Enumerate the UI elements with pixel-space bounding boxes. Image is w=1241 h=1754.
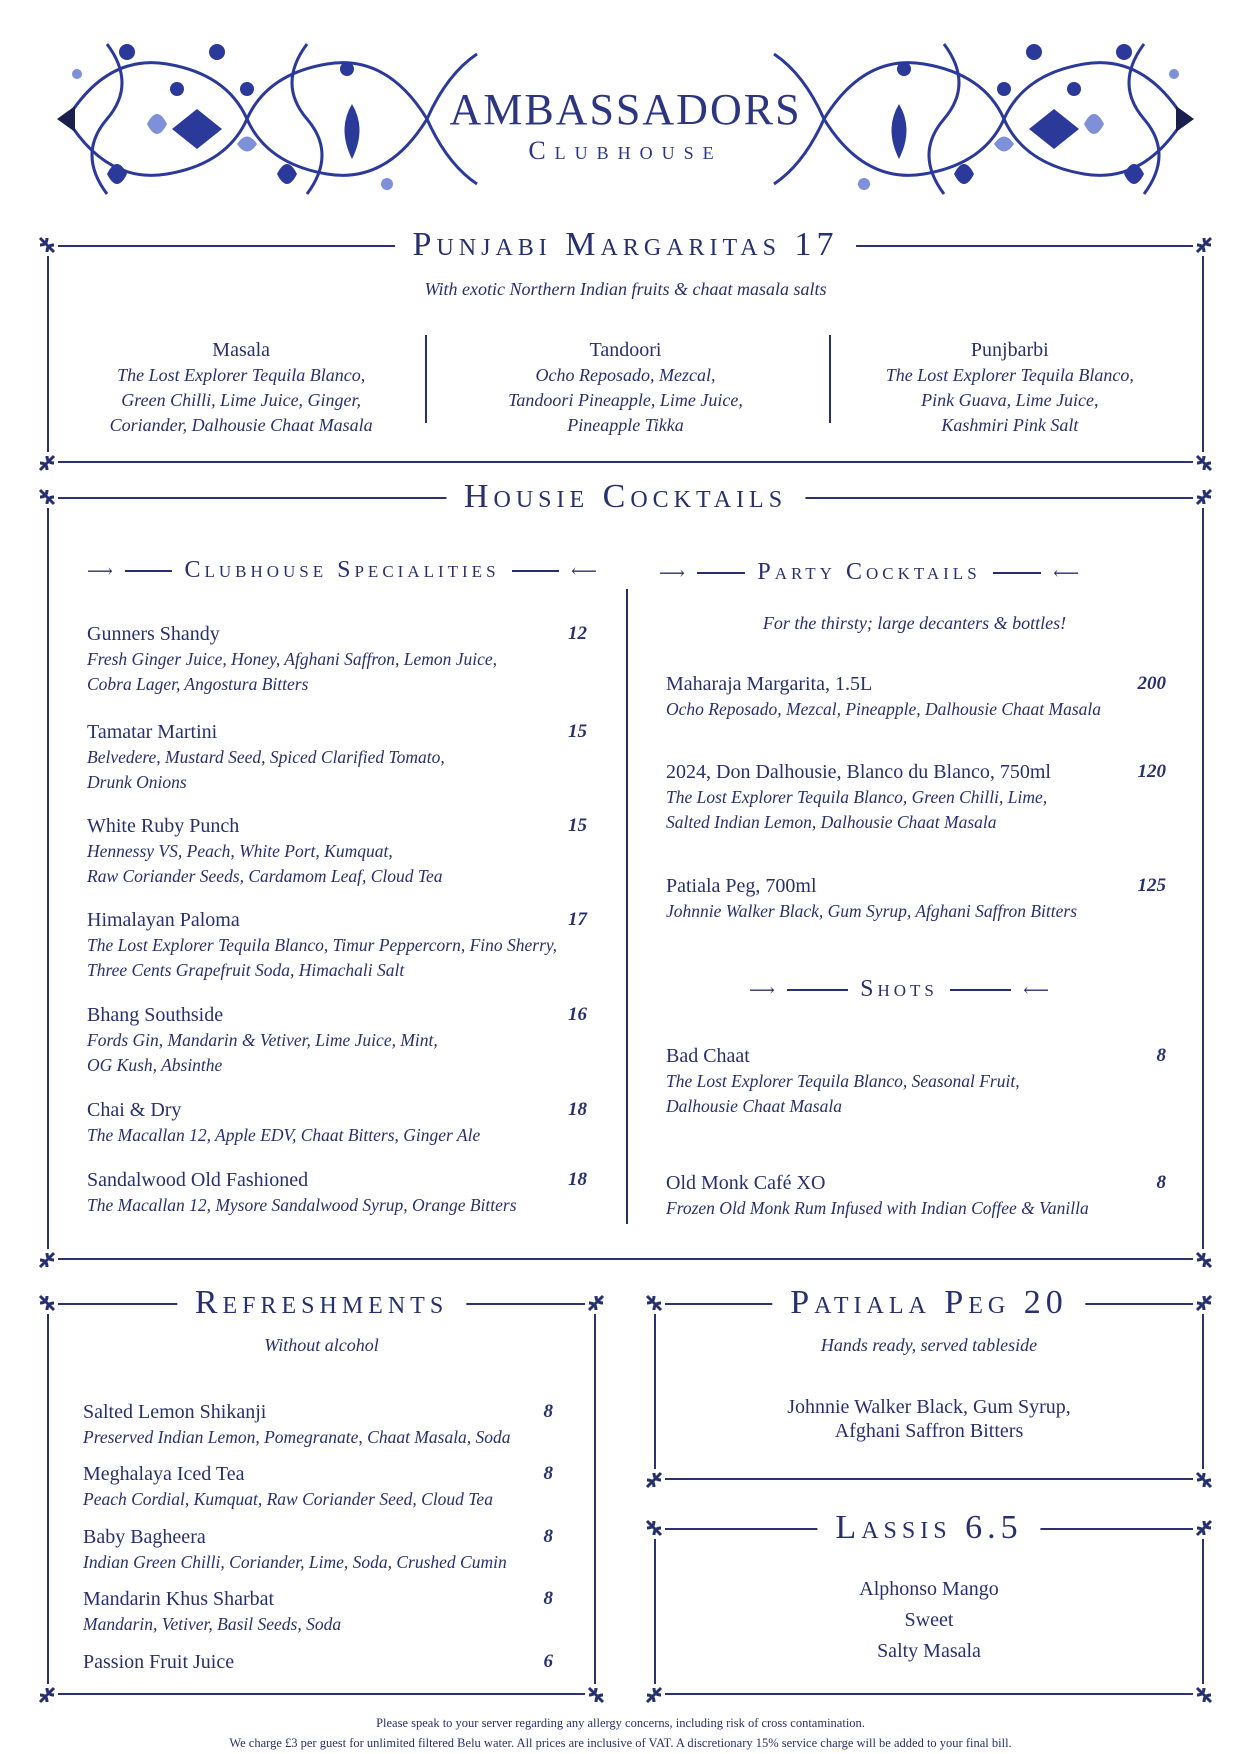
lassi-item: Salty Masala (877, 1640, 981, 1662)
subsection-heading (87, 557, 597, 584)
menu-item (87, 621, 587, 697)
item-desc: The Lost Explorer Tequila Blanco, Timur Peppercorn, Fino Sherry, (87, 935, 558, 955)
arrow-flourish-icon: ⟶ (749, 979, 775, 1000)
section-title: Refreshments (177, 1283, 466, 1323)
menu-item (83, 1399, 553, 1450)
subsection-heading (749, 976, 1049, 1003)
item-price: 8 (543, 1526, 553, 1547)
item-price: 6 (543, 1651, 553, 1672)
fleur-corner-icon (585, 1292, 607, 1314)
item-price: 15 (568, 721, 587, 742)
fleur-corner-icon (1193, 1684, 1215, 1706)
item-name: Bhang Southside (87, 1004, 224, 1026)
footer-notes (0, 1713, 1241, 1753)
arrow-flourish-icon: ⟵ (1023, 979, 1049, 1000)
arrow-flourish-icon: ⟶ (87, 560, 113, 581)
item-desc: The Lost Explorer Tequila Blanco, Seasonal Fruit, (666, 1071, 1020, 1091)
item-name: Chai & Dry (87, 1099, 182, 1121)
item-name: Mandarin Khus Sharbat (83, 1588, 275, 1610)
fleur-corner-icon (36, 1684, 58, 1706)
item-name: Masala (212, 339, 271, 361)
item-desc: Cobra Lager, Angostura Bitters (87, 674, 309, 694)
fleur-corner-icon (1193, 452, 1215, 474)
item-desc: The Lost Explorer Tequila Blanco, (885, 365, 1134, 385)
floral-ornament-right-icon (764, 34, 1204, 204)
menu-item (666, 1170, 1166, 1221)
fleur-corner-icon (643, 1517, 665, 1539)
subsection-heading (659, 559, 1079, 586)
divider (950, 989, 1011, 991)
menu-item (87, 907, 587, 983)
housie-cocktails-section (47, 478, 1204, 1260)
divider (787, 989, 848, 991)
menu-item (666, 873, 1166, 924)
menu-item (87, 719, 587, 795)
menu-item (666, 671, 1166, 722)
item-price: 12 (568, 623, 587, 644)
divider (512, 570, 560, 572)
section-subtitle: Hands ready, served tableside (820, 1335, 1038, 1355)
item-price: 15 (568, 815, 587, 836)
fleur-corner-icon (36, 234, 58, 256)
patiala-peg-section (654, 1284, 1204, 1480)
menu-item (83, 1586, 553, 1637)
item-price: 16 (568, 1004, 587, 1025)
item-name: Salted Lemon Shikanji (83, 1401, 267, 1423)
fleur-corner-icon (36, 1292, 58, 1314)
item-price: 18 (568, 1099, 587, 1120)
item-price: 8 (543, 1463, 553, 1484)
item-desc: Three Cents Grapefruit Soda, Himachali Salt (87, 960, 405, 980)
lassi-list (656, 1574, 1202, 1667)
menu-item (87, 1167, 587, 1218)
margarita-item (818, 337, 1202, 438)
divider (993, 572, 1042, 574)
item-price: 120 (1137, 761, 1166, 782)
item-desc: Ocho Reposado, Mezcal, Pineapple, Dalhousie Chaat Masala (666, 699, 1102, 719)
item-name: Meghalaya Iced Tea (83, 1463, 245, 1485)
item-desc: Green Chilli, Lime Juice, Ginger, (121, 390, 362, 410)
item-desc: Raw Coriander Seeds, Cardamom Leaf, Cloud Tea (87, 866, 443, 886)
allergy-note: Please speak to your server regarding any allergy concerns, including risk of cross contamination. (376, 1716, 865, 1730)
item-desc: The Macallan 12, Mysore Sandalwood Syrup, Orange Bitters (87, 1195, 517, 1215)
menu-item (666, 759, 1166, 835)
menu-item (87, 1002, 587, 1078)
fleur-corner-icon (36, 486, 58, 508)
item-name: Himalayan Paloma (87, 909, 240, 931)
section-title: Housie Cocktails (446, 477, 805, 517)
item-desc: Ocho Reposado, Mezcal, (535, 365, 716, 385)
item-desc: Salted Indian Lemon, Dalhousie Chaat Masala (666, 812, 997, 832)
fleur-corner-icon (1193, 486, 1215, 508)
refreshments-section (47, 1284, 596, 1695)
subsection-title: Shots (860, 976, 938, 1002)
item-price: 8 (1156, 1172, 1166, 1193)
item-desc: Preserved Indian Lemon, Pomegranate, Chaat Masala, Soda (83, 1427, 511, 1447)
menu-header (47, 34, 1204, 204)
item-name: Punjbarbi (970, 339, 1049, 361)
fleur-corner-icon (1193, 1292, 1215, 1314)
column-divider (425, 335, 427, 423)
item-desc: Peach Cordial, Kumquat, Raw Coriander Seed, Cloud Tea (83, 1489, 493, 1509)
item-desc: Pink Guava, Lime Juice, (921, 390, 1099, 410)
margarita-item (49, 337, 433, 438)
section-subtitle: Without alcohol (264, 1335, 379, 1355)
menu-item (87, 1097, 587, 1148)
item-desc: Fords Gin, Mandarin & Vetiver, Lime Juice, Mint, (87, 1030, 438, 1050)
item-name: Patiala Peg, 700ml (666, 875, 817, 897)
menu-item (83, 1461, 553, 1512)
desc-line: Johnnie Walker Black, Gum Syrup, (787, 1396, 1071, 1418)
menu-item (87, 813, 587, 889)
item-name: Baby Bagheera (83, 1526, 206, 1548)
fleur-corner-icon (643, 1292, 665, 1314)
lassi-item: Alphonso Mango (859, 1578, 999, 1600)
item-desc: Hennessy VS, Peach, White Port, Kumquat, (87, 841, 393, 861)
item-name: 2024, Don Dalhousie, Blanco du Blanco, 750ml (666, 761, 1051, 783)
margarita-list (49, 337, 1202, 438)
item-price: 8 (543, 1401, 553, 1422)
desc-line: Afghani Saffron Bitters (834, 1420, 1024, 1442)
item-desc: Pineapple Tikka (567, 415, 684, 435)
item-price: 17 (568, 909, 587, 930)
arrow-flourish-icon: ⟶ (659, 562, 685, 583)
item-desc: Belvedere, Mustard Seed, Spiced Clarified Tomato, (87, 747, 445, 767)
item-price: 200 (1137, 673, 1166, 694)
subsection-title: Party Cocktails (757, 559, 981, 585)
item-name: Sandalwood Old Fashioned (87, 1169, 309, 1191)
item-desc: Tandoori Pineapple, Lime Juice, (508, 390, 743, 410)
item-name: Gunners Shandy (87, 623, 220, 645)
menu-item (83, 1649, 553, 1675)
item-name: Bad Chaat (666, 1045, 750, 1067)
fleur-corner-icon (643, 1469, 665, 1491)
menu-item (83, 1524, 553, 1575)
column-divider (626, 589, 628, 1224)
item-desc: Dalhousie Chaat Masala (666, 1096, 842, 1116)
fleur-corner-icon (1193, 234, 1215, 256)
item-desc: Mandarin, Vetiver, Basil Seeds, Soda (83, 1614, 342, 1634)
item-desc: Indian Green Chilli, Coriander, Lime, Soda, Crushed Cumin (83, 1552, 507, 1572)
item-desc: The Lost Explorer Tequila Blanco, (117, 365, 366, 385)
lassi-item: Sweet (904, 1609, 954, 1631)
item-price: 8 (543, 1588, 553, 1609)
arrow-flourish-icon: ⟵ (1053, 562, 1079, 583)
fleur-corner-icon (36, 1249, 58, 1271)
item-name: Passion Fruit Juice (83, 1651, 235, 1673)
item-name: White Ruby Punch (87, 815, 240, 837)
item-desc: Drunk Onions (87, 772, 187, 792)
section-title: Patiala Peg 20 (772, 1283, 1085, 1323)
item-price: 125 (1137, 875, 1166, 896)
section-title: Lassis 6.5 (817, 1508, 1040, 1548)
item-desc: OG Kush, Absinthe (87, 1055, 223, 1075)
divider (697, 572, 746, 574)
section-subtitle: With exotic Northern Indian fruits & chaat masala salts (424, 279, 827, 299)
brand-subtitle: Clubhouse (528, 136, 723, 165)
patiala-desc (656, 1395, 1202, 1443)
item-name: Old Monk Café XO (666, 1172, 826, 1194)
divider (125, 570, 173, 572)
item-price: 8 (1156, 1045, 1166, 1066)
item-name: Maharaja Margarita, 1.5L (666, 673, 873, 695)
item-desc: The Macallan 12, Apple EDV, Chaat Bitters, Ginger Ale (87, 1125, 481, 1145)
item-name: Tandoori (589, 339, 662, 361)
section-title: Punjabi Margaritas 17 (395, 225, 857, 265)
fleur-corner-icon (36, 452, 58, 474)
item-desc: Coriander, Dalhousie Chaat Masala (109, 415, 373, 435)
item-desc: Kashmiri Pink Salt (941, 415, 1079, 435)
brand-title: AMBASSADORS (449, 85, 802, 134)
menu-item (666, 1043, 1166, 1119)
column-divider (829, 335, 831, 423)
arrow-flourish-icon: ⟵ (571, 560, 597, 581)
subsection-title: Clubhouse Specialities (184, 557, 500, 583)
lassis-section (654, 1509, 1204, 1695)
subsection-subtitle: For the thirsty; large decanters & bottles! (762, 613, 1067, 633)
service-charge-note: We charge £3 per guest for unlimited filtered Belu water. All prices are inclusive of VAT. A discretionary 15% service charge will be added to your final bill. (229, 1736, 1012, 1750)
fleur-corner-icon (1193, 1469, 1215, 1491)
item-name: Tamatar Martini (87, 721, 218, 743)
item-desc: The Lost Explorer Tequila Blanco, Green Chilli, Lime, (666, 787, 1048, 807)
item-desc: Fresh Ginger Juice, Honey, Afghani Saffron, Lemon Juice, (87, 649, 498, 669)
margarita-item (433, 337, 817, 438)
fleur-corner-icon (643, 1684, 665, 1706)
item-desc: Frozen Old Monk Rum Infused with Indian Coffee & Vanilla (666, 1198, 1089, 1218)
fleur-corner-icon (1193, 1249, 1215, 1271)
fleur-corner-icon (585, 1684, 607, 1706)
fleur-corner-icon (1193, 1517, 1215, 1539)
item-desc: Johnnie Walker Black, Gum Syrup, Afghani Saffron Bitters (666, 901, 1078, 921)
margaritas-section (47, 226, 1204, 463)
item-price: 18 (568, 1169, 587, 1190)
